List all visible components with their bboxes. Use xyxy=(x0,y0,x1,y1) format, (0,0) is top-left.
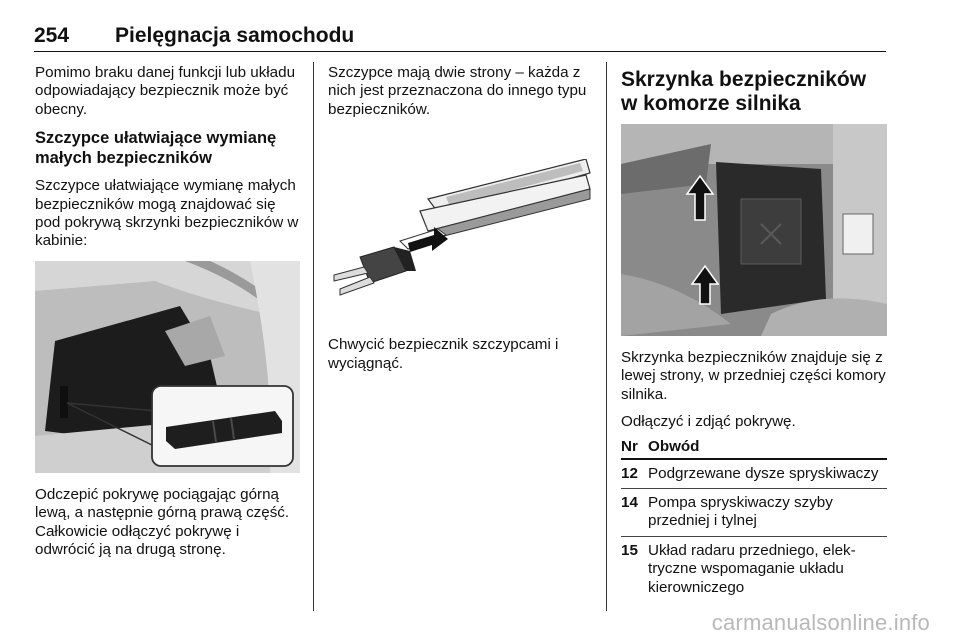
fuse-table xyxy=(621,438,887,602)
instruction-paragraph: Chwycić bezpiecznik szczypcami i wyciągnąć. xyxy=(328,336,559,372)
column-divider xyxy=(313,62,314,611)
instruction-paragraph: Odczepić pokrywę pociągając górną lewą, a następnie górną prawą część. Całkowicie odłączyć pokrywę i odwrócić ją na drugą stronę. xyxy=(35,485,290,559)
column-middle xyxy=(328,64,598,373)
intro-paragraph: Pomimo braku danej funkcji lub układu odpowiadający bezpiecznik może być obecny. xyxy=(35,64,296,118)
intro-paragraph: Szczypce mają dwie strony – każda z nich jest przeznaczona do innego typu bezpieczników. xyxy=(328,64,587,118)
page-number: 254 xyxy=(34,24,70,47)
circuit-description: Pompa spryskiwaczy szyby przedniej i tylnej xyxy=(648,494,833,530)
section-heading: Skrzynka bezpieczników w komorze silnika xyxy=(621,68,867,115)
table-row xyxy=(621,537,887,602)
column-header-nr: Nr xyxy=(621,437,638,455)
table-row xyxy=(621,460,887,489)
fuse-number: 14 xyxy=(621,494,638,512)
section-title: Pielęgnacja samochodu xyxy=(115,24,355,47)
watermark: carmanualsonline.info xyxy=(711,610,930,635)
circuit-description: Podgrzewane dysze spryskiwaczy xyxy=(648,464,879,482)
fuse-box-cover-photo xyxy=(35,261,300,473)
column-header-circuit: Obwód xyxy=(648,437,700,455)
body-paragraph: Szczypce ułatwiające wymianę małych bezpieczników mogą znajdować się pod pokrywą skrzynki bezpieczników w kabinie: xyxy=(35,177,299,250)
circuit-description: Układ radaru przedniego, elektryczne wspomaganie układu kierowniczego xyxy=(648,541,856,596)
body-paragraph: Skrzynka bezpieczników znajduje się z lewej strony, w przedniej części komory silnika. xyxy=(621,349,886,403)
body-paragraph: Odłączyć i zdjąć pokrywę. xyxy=(621,413,796,431)
fuse-number: 12 xyxy=(621,464,638,482)
subheading: Szczypce ułatwiające wymianę małych bezpieczników xyxy=(35,129,277,167)
column-left xyxy=(35,64,300,559)
column-right xyxy=(621,64,887,602)
column-divider xyxy=(606,62,607,611)
engine-fuse-box-photo xyxy=(621,124,887,336)
page-header xyxy=(34,24,886,52)
fuse-number: 15 xyxy=(621,541,638,559)
fuse-puller-illustration xyxy=(328,159,598,309)
table-header xyxy=(621,438,887,460)
table-row xyxy=(621,489,887,537)
